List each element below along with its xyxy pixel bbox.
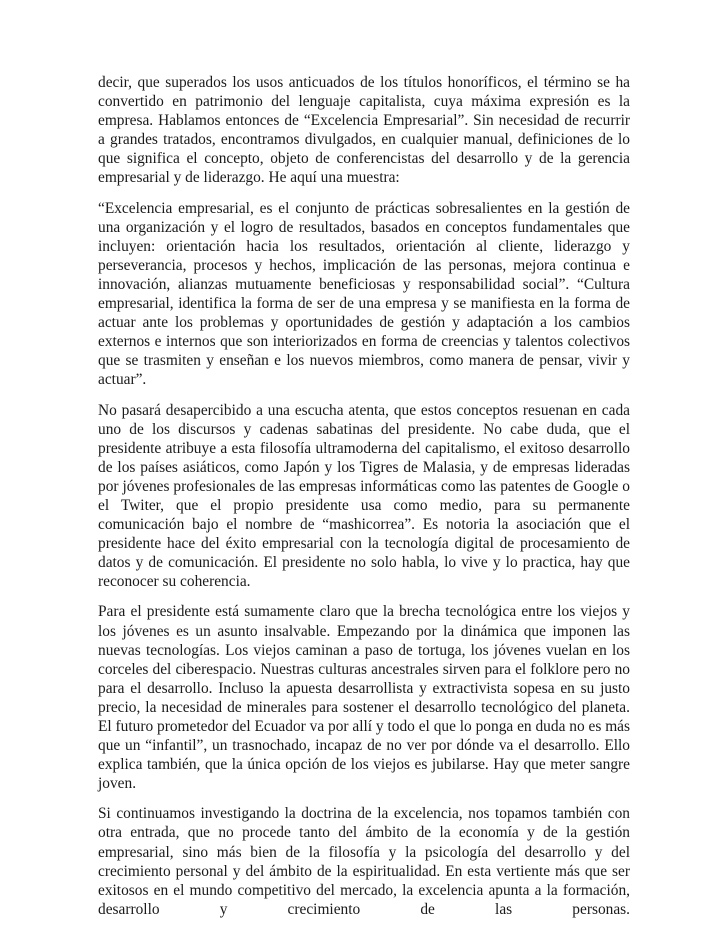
paragraph-2: “Excelencia empresarial, es el conjunto de prácticas sobresalientes en la gestión de una organización y el logro de resultados, basados en conceptos fundamentales que incluyen: orientación hacia los resultados, orientación al cliente, liderazgo y perseverancia, procesos y hechos, implicación de las personas, mejora continua e innovación, alianzas mutuamente beneficiosas y responsabilidad social”. “Cultura empresarial, identifica la forma de ser de una empresa y se manifiesta en la forma de actuar ante los problemas y oportunidades de gestión y adaptación a los cambios externos e internos que son interiorizados en forma de creencias y talentos colectivos que se trasmiten y enseñan e los nuevos miembros, como manera de pensar, vivir y actuar”. (98, 199, 630, 389)
paragraph-4: Para el presidente está sumamente claro que la brecha tecnológica entre los viejos y los jóvenes es un asunto insalvable. Empezando por la dinámica que imponen las nuevas tecnologías. Los viejos caminan a paso de tortuga, los jóvenes vuelan en los corceles del ciberespacio. Nuestras culturas ancestrales sirven para el folklore pero no para el desarrollo. Incluso la apuesta desarrollista y extractivista sopesa en su justo precio, la necesidad de minerales para sostener el desarrollo tecnológico del planeta. El futuro prometedor del Ecuador va por allí y todo el que lo ponga en duda no es más que un “infantil”, un trasnochado, incapaz de no ver por dónde va el desarrollo. Ello explica también, que la única opción de los viejos es jubilarse. Hay que meter sangre joven. (98, 603, 630, 793)
paragraph-5: Si continuamos investigando la doctrina de la excelencia, nos topamos también con otra entrada, que no procede tanto del ámbito de la economía y de la gestión empresarial, sino más bien de la filosofía y la psicología del desarrollo y del crecimiento personal y del ámbito de la espiritualidad. En esta vertiente más que ser exitosos en el mundo competitivo del mercado, la excelencia apunta a la formación, desarrollo y crecimiento de las personas. (98, 805, 630, 918)
text-body (98, 73, 630, 930)
paragraph-1: decir, que superados los usos anticuados de los títulos honoríficos, el término se ha convertido en patrimonio del lenguaje capitalista, cuya máxima expresión es la empresa. Hablamos entonces de “Excelencia Empresarial”. Sin necesidad de recurrir a grandes tratados, encontramos divulgados, en cualquier manual, definiciones de lo que significa el concepto, objeto de conferencistas del desarrollo y de la gerencia empresarial y de liderazgo. He aquí una muestra: (98, 74, 630, 187)
paragraph-3: No pasará desapercibido a una escucha atenta, que estos conceptos resuenan en cada uno de los discursos y cadenas sabatinas del presidente. No cabe duda, que el presidente atribuye a esta filosofía ultramoderna del capitalismo, el exitoso desarrollo de los países asiáticos, como Japón y los Tigres de Malasia, y de empresas lideradas por jóvenes profesionales de las empresas informáticas como las patentes de Google o el Twiter, que el propio presidente usa como medio, para su permanente comunicación bajo el nombre de “mashicorrea”. Es notoria la asociación que el presidente hace del éxito empresarial con la tecnología digital de procesamiento de datos y de comunicación. El presidente no solo habla, lo vive y lo practica, hay que reconocer su coherencia. (98, 401, 630, 591)
